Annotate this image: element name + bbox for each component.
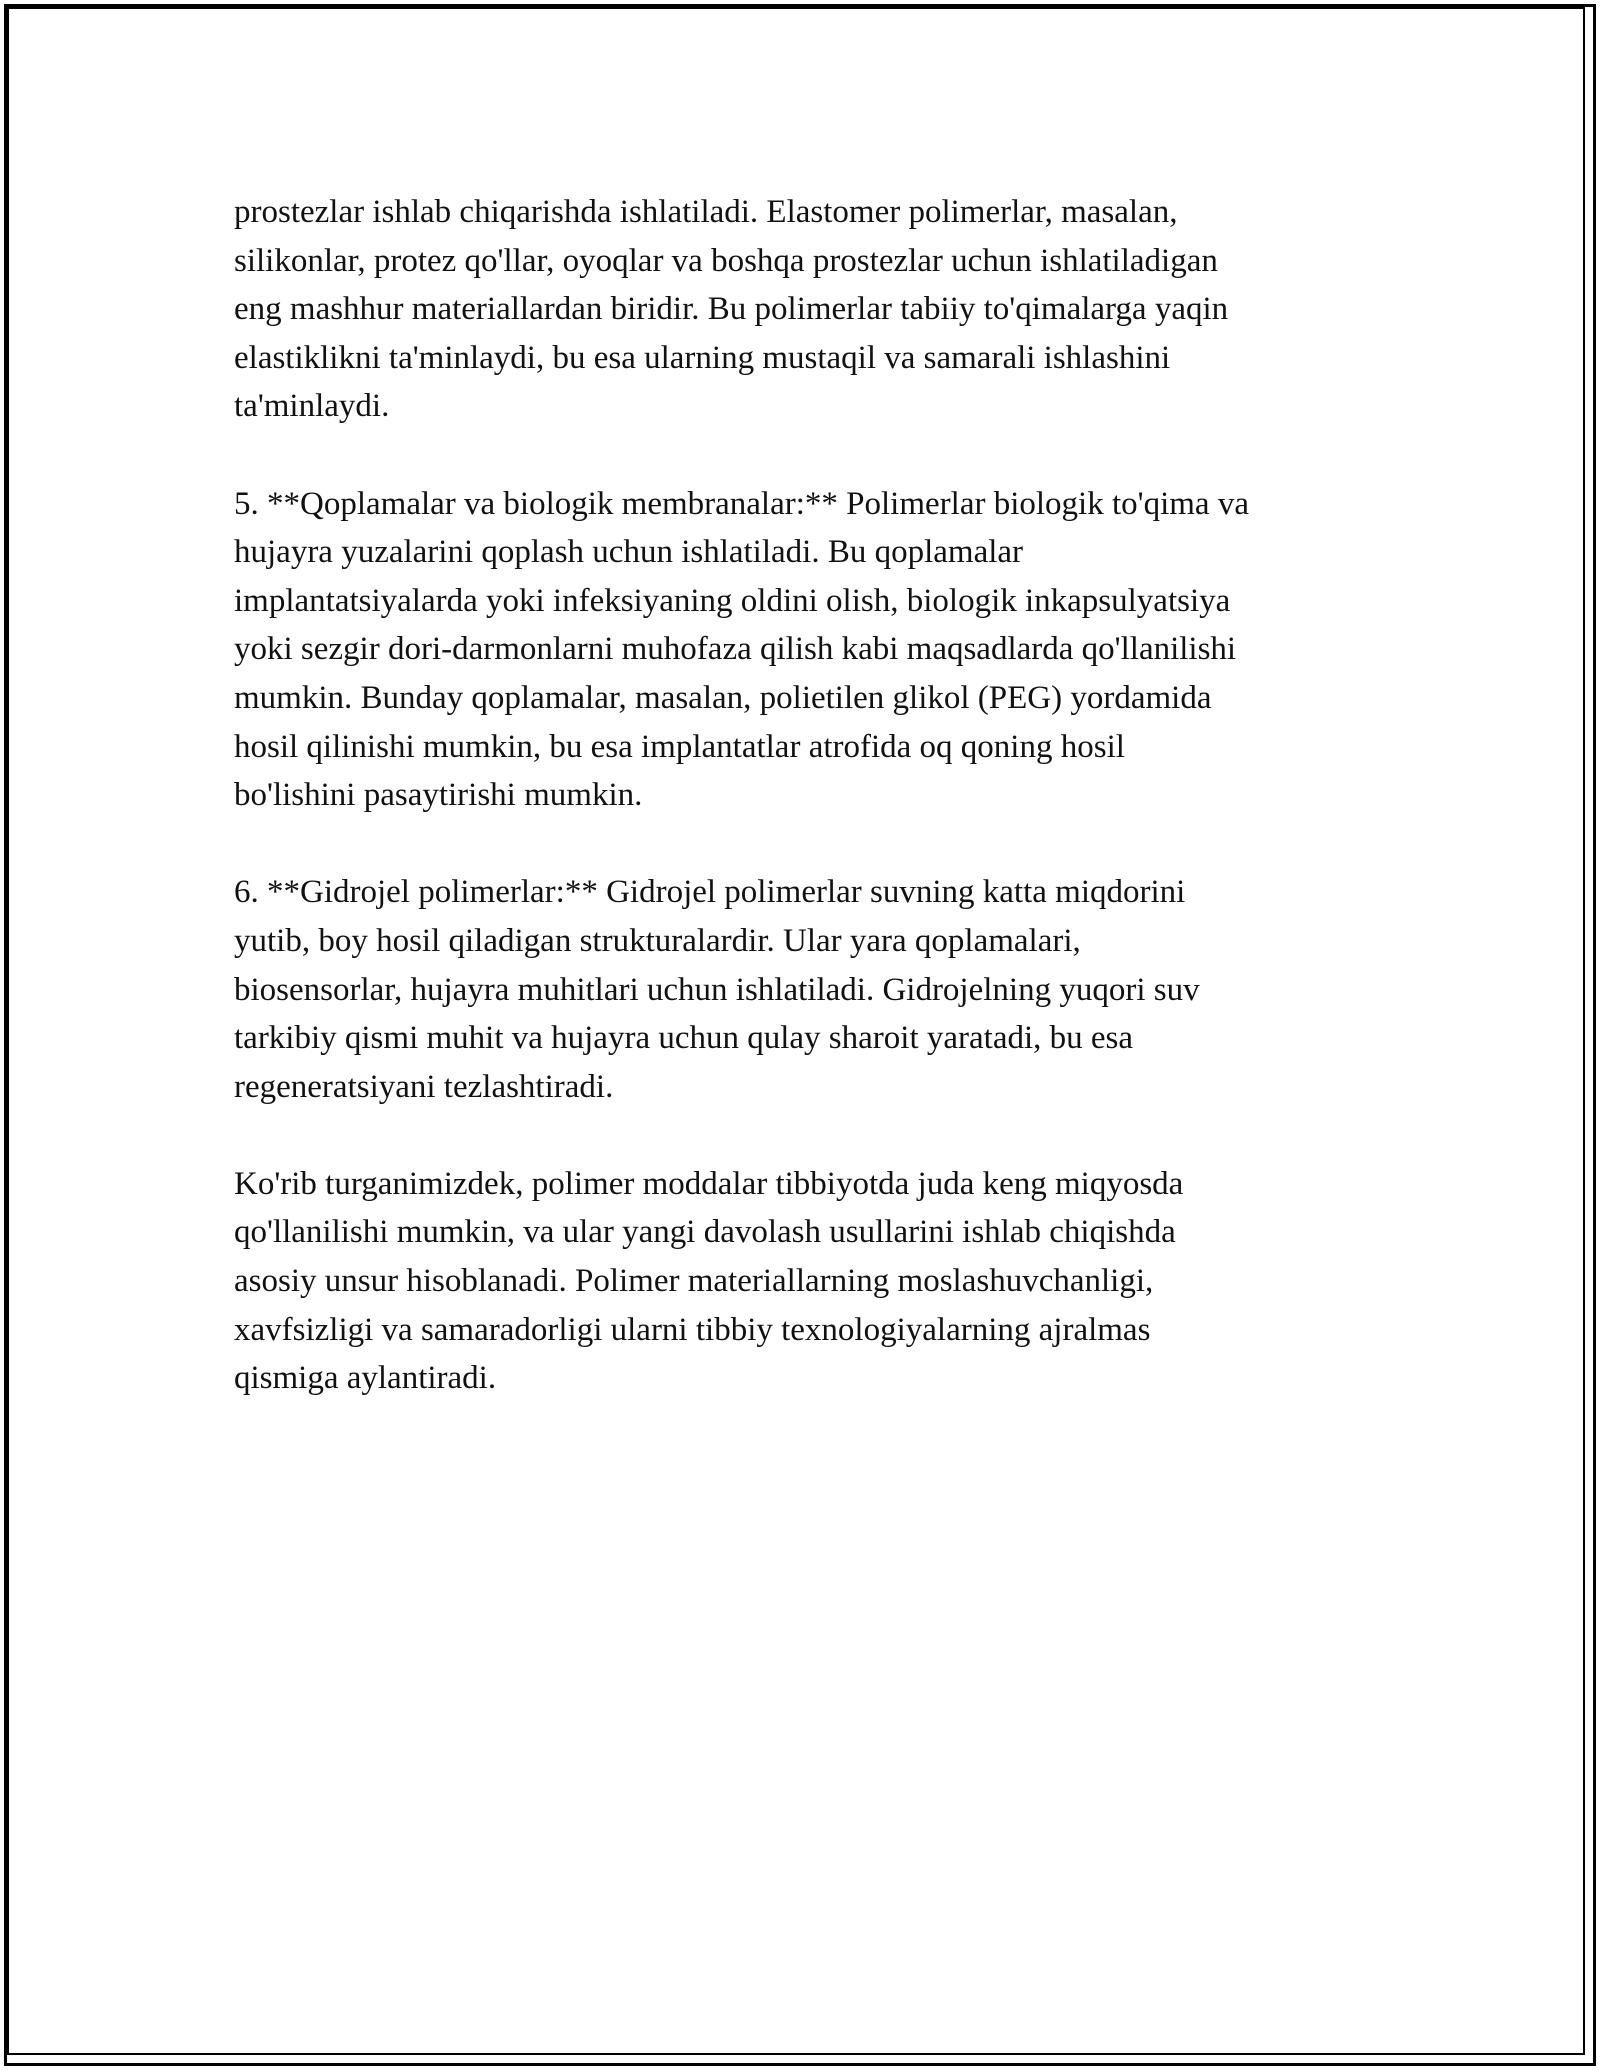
text-line: silikonlar, protez qo'llar, oyoqlar va boshqa prostezlar uchun ishlatiladigan bbox=[234, 242, 1218, 279]
text-line: asosiy unsur hisoblanadi. Polimer materiallarning moslashuvchanligi, bbox=[234, 1263, 1154, 1300]
document-body bbox=[234, 188, 1374, 1451]
text-line: qo'llanilishi mumkin, va ular yangi davolash usullarini ishlab chiqishda bbox=[234, 1214, 1176, 1251]
text-line: biosensorlar, hujayra muhitlari uchun ishlatiladi. Gidrojelning yuqori suv bbox=[234, 971, 1200, 1008]
text-line: bo'lishini pasaytirishi mumkin. bbox=[234, 777, 643, 814]
text-line: regeneratsiyani tezlashtiradi. bbox=[234, 1068, 614, 1105]
text-line: prostezlar ishlab chiqarishda ishlatiladi. Elastomer polimerlar, masalan, bbox=[234, 194, 1178, 230]
text-line: hujayra yuzalarini qoplash uchun ishlatiladi. Bu qoplamalar bbox=[234, 534, 1024, 571]
text-line: eng mashhur materiallardan biridir. Bu polimerlar tabiiy to'qimalarga yaqin bbox=[234, 291, 1229, 328]
text-line: implantatsiyalarda yoki infeksiyaning oldini olish, biologik inkapsulyatsiya bbox=[234, 582, 1231, 619]
paragraph-coatings bbox=[234, 480, 1374, 820]
text-line: yoki sezgir dori-darmonlarni muhofaza qilish kabi maqsadlarda qo'llanilishi bbox=[234, 631, 1237, 668]
paragraph-prostheses bbox=[234, 188, 1374, 431]
text-line: mumkin. Bunday qoplamalar, masalan, polietilen glikol (PEG) yordamida bbox=[234, 679, 1212, 716]
text-line: tarkibiy qismi muhit va hujayra uchun qulay sharoit yaratadi, bu esa bbox=[234, 1020, 1134, 1057]
text-line: ta'minlaydi. bbox=[234, 388, 390, 425]
text-line: 5. **Qoplamalar va biologik membranalar:** Polimerlar biologik to'qima va bbox=[234, 485, 1249, 522]
text-line: xavfsizligi va samaradorligi ularni tibbiy texnologiyalarning ajralmas bbox=[234, 1311, 1151, 1348]
text-line: hosil qilinishi mumkin, bu esa implantatlar atrofida oq qoning hosil bbox=[234, 728, 1125, 765]
paragraph-conclusion bbox=[234, 1160, 1374, 1403]
text-line: 6. **Gidrojel polimerlar:** Gidrojel polimerlar suvning katta miqdorini bbox=[234, 874, 1186, 911]
text-line: yutib, boy hosil qiladigan strukturalardir. Ular yara qoplamalari, bbox=[234, 922, 1081, 959]
text-line: elastiklikni ta'minlaydi, bu esa ularning mustaqil va samarali ishlashini bbox=[234, 339, 1171, 376]
text-line: qismiga aylantiradi. bbox=[234, 1360, 497, 1397]
paragraph-hydrogels bbox=[234, 868, 1374, 1111]
text-line: Ko'rib turganimizdek, polimer moddalar tibbiyotda juda keng miqyosda bbox=[234, 1165, 1184, 1202]
